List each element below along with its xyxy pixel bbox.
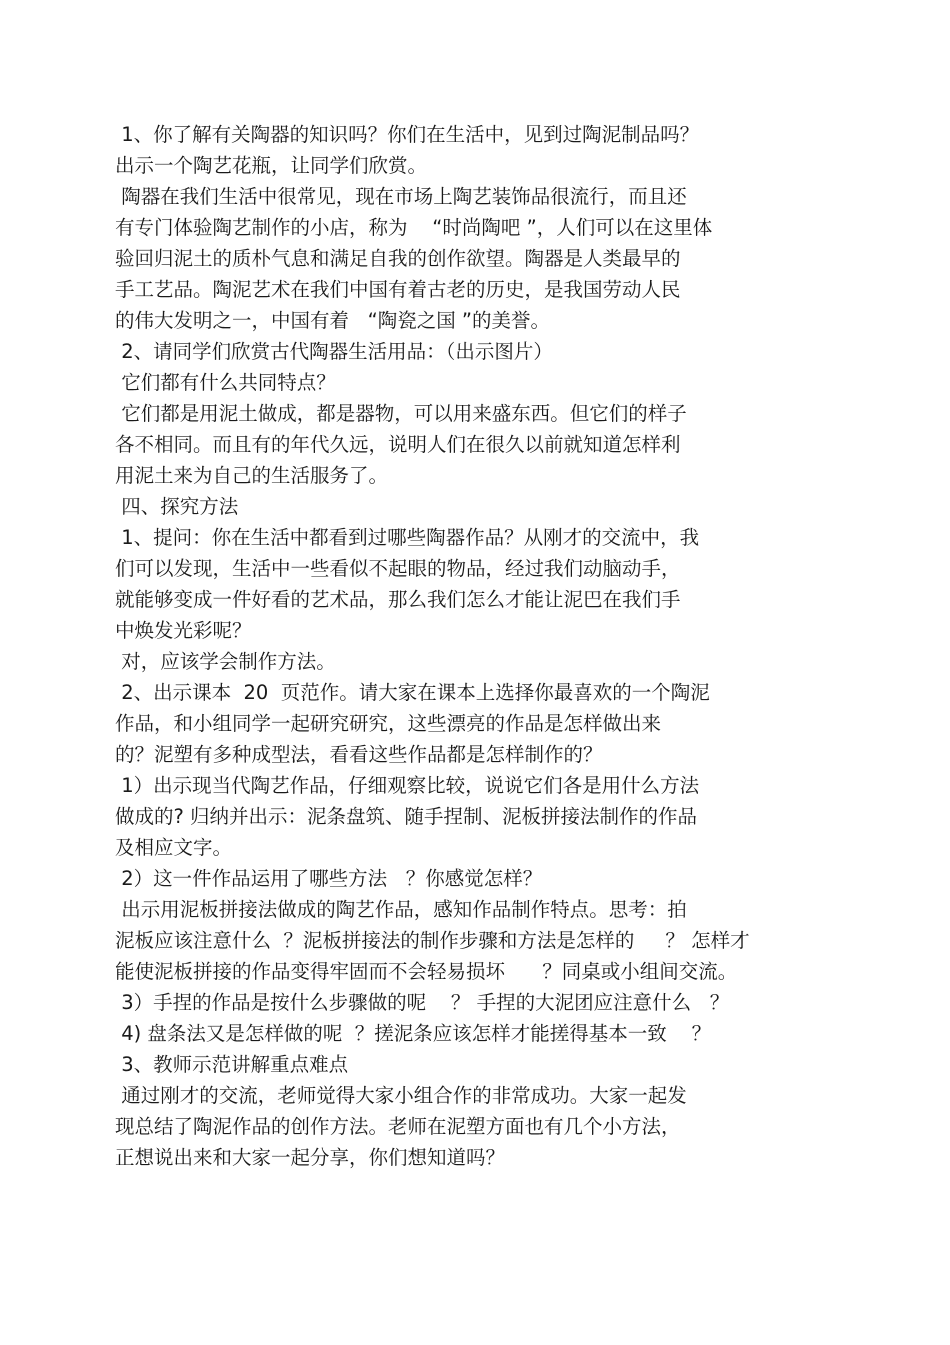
text-line: 就能够变成一件好看的艺术品，那么我们怎么才能让泥巴在我们手	[115, 588, 681, 611]
text-line: 它们都是用泥土做成，都是器物，可以用来盛东西。但它们的样子	[115, 402, 687, 425]
text-line: 1、你了解有关陶器的知识吗？你们在生活中，见到过陶泥制品吗？	[115, 123, 700, 146]
text-line: 泥板应该注意什么 ？泥板拼接法的制作步骤和方法是怎样的 ？ 怎样才	[115, 929, 750, 952]
text-line: 验回归泥土的质朴气息和满足自我的创作欲望。陶器是人类最早的	[115, 247, 681, 270]
text-line: 2、请同学们欣赏古代陶器生活用品：（出示图片）	[115, 340, 553, 363]
text-line: 对，应该学会制作方法。	[115, 650, 336, 673]
text-line: 有专门体验陶艺制作的小店，称为 “时尚陶吧 ”，人们可以在这里体	[115, 216, 713, 239]
text-line: 作品，和小组同学一起研究研究，这些漂亮的作品是怎样做出来	[115, 712, 662, 735]
text-line: 它们都有什么共同特点？	[115, 371, 336, 394]
document-body	[115, 119, 835, 1173]
text-line: 3）手捏的作品是按什么步骤做的呢 ？ 手捏的大泥团应注意什么 ？	[115, 991, 730, 1014]
text-line: 各不相同。而且有的年代久远，说明人们在很久以前就知道怎样利	[115, 433, 681, 456]
text-line: 做成的? 归纳并出示：泥条盘筑、随手捏制、泥板拼接法制作的作品	[115, 805, 698, 828]
text-line: 们可以发现，生活中一些看似不起眼的物品，经过我们动脑动手，	[115, 557, 681, 580]
text-line: 通过刚才的交流，老师觉得大家小组合作的非常成功。大家一起发	[115, 1084, 687, 1107]
text-line: 2、出示课本 20 页范作。请大家在课本上选择你最喜欢的一个陶泥	[115, 681, 710, 704]
text-line: 出示用泥板拼接法做成的陶艺作品，感知作品制作特点。思考：拍	[115, 898, 687, 921]
section-heading: 四、探究方法	[115, 495, 239, 518]
text-line: 用泥土来为自己的生活服务了。	[115, 464, 389, 487]
text-line: 2）这一件作品运用了哪些方法 ？你感觉怎样？	[115, 867, 543, 890]
text-line: 3、教师示范讲解重点难点	[115, 1053, 349, 1076]
text-line: 陶器在我们生活中很常见，现在市场上陶艺装饰品很流行，而且还	[115, 185, 687, 208]
text-line: 现总结了陶泥作品的创作方法。老师在泥塑方面也有几个小方法，	[115, 1115, 681, 1138]
text-line: 及相应文字。	[115, 836, 233, 859]
text-line: 手工艺品。陶泥艺术在我们中国有着古老的历史，是我国劳动人民	[115, 278, 681, 301]
text-line: 中焕发光彩呢？	[115, 619, 252, 642]
text-line: 能使泥板拼接的作品变得牢固而不会轻易损坏 ？同桌或小组间交流。	[115, 960, 738, 983]
text-line: 1、提问：你在生活中都看到过哪些陶器作品？从刚才的交流中，我	[115, 526, 700, 549]
text-line: 的伟大发明之一，中国有着 “陶瓷之国 ”的美誉。	[115, 309, 550, 332]
text-line: 4) 盘条法又是怎样做的呢 ？搓泥条应该怎样才能搓得基本一致 ？	[115, 1022, 712, 1045]
text-line: 1）出示现当代陶艺作品，仔细观察比较，说说它们各是用什么方法	[115, 774, 700, 797]
text-line: 的？泥塑有多种成型法，看看这些作品都是怎样制作的？	[115, 743, 603, 766]
text-line: 出示一个陶艺花瓶，让同学们欣赏。	[115, 154, 428, 177]
text-line: 正想说出来和大家一起分享，你们想知道吗？	[115, 1146, 506, 1169]
